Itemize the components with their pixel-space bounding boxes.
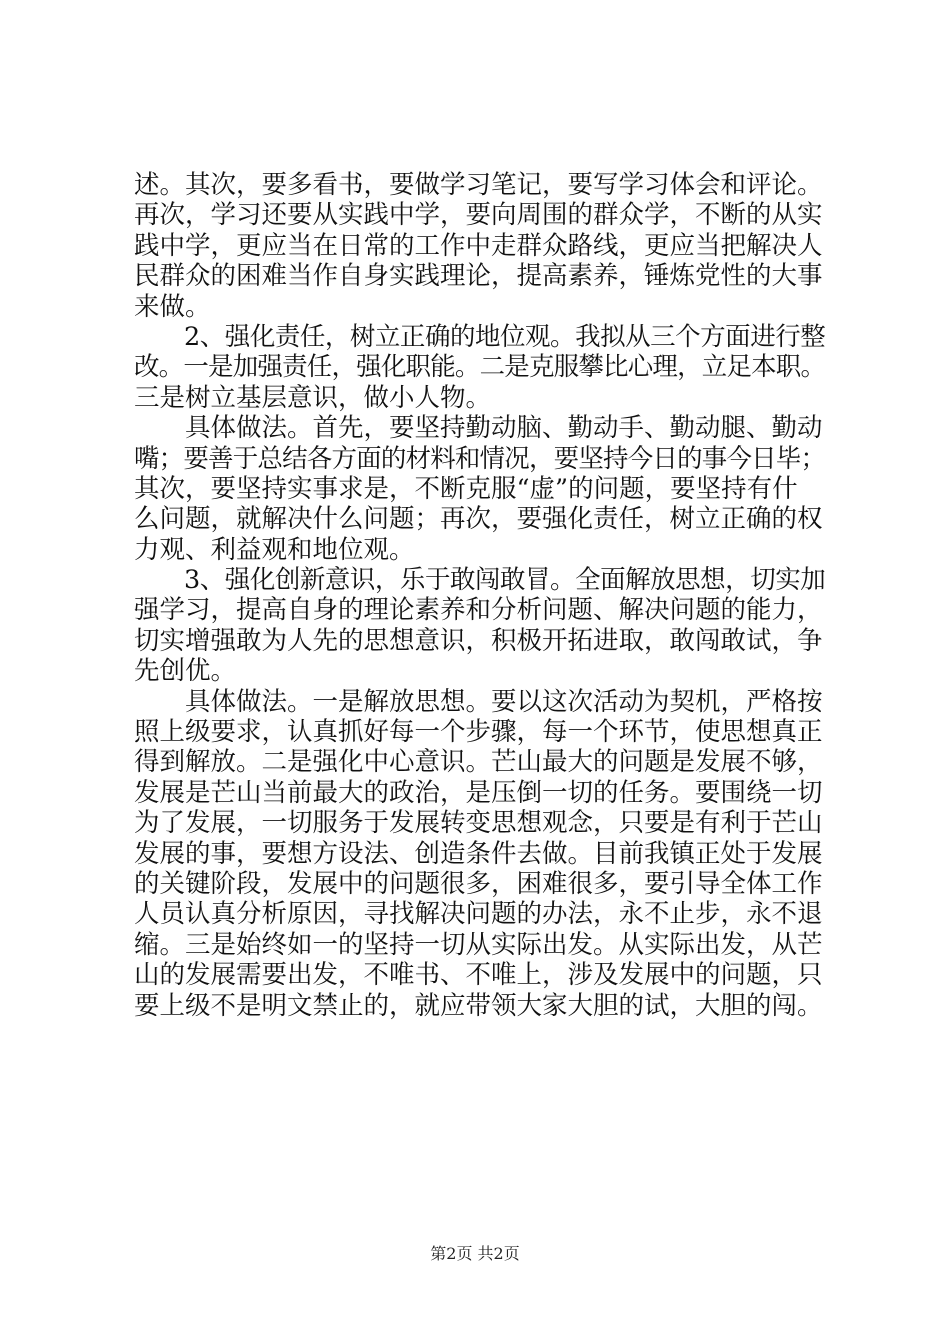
text-line: 民群众的困难当作自身实践理论，提高素养，锤炼党性的大事 bbox=[134, 261, 823, 292]
text-line: 先创优。 bbox=[134, 656, 237, 687]
text-line: 切实增强敢为人先的思想意识，积极开拓进取，敢闯敢试，争 bbox=[134, 625, 823, 656]
text-line: 3、强化创新意识，乐于敢闯敢冒。全面解放思想，切实加 bbox=[134, 565, 826, 596]
text-line: 山的发展需要出发，不唯书、不唯上，涉及发展中的问题，只 bbox=[134, 960, 823, 991]
document-body-text bbox=[134, 170, 826, 1021]
text-line: 发展的事，要想方设法、创造条件去做。目前我镇正处于发展 bbox=[134, 838, 823, 869]
text-line: 缩。三是始终如一的坚持一切从实际出发。从实际出发，从芒 bbox=[134, 929, 823, 960]
text-line: 改。一是加强责任，强化职能。二是克服攀比心理，立足本职。 bbox=[134, 352, 826, 383]
text-line: 力观、利益观和地位观。 bbox=[134, 534, 415, 565]
text-line: 得到解放。二是强化中心意识。芒山最大的问题是发展不够， bbox=[134, 747, 823, 778]
text-line: 的关键阶段，发展中的问题很多，困难很多，要引导全体工作 bbox=[134, 868, 823, 899]
text-line: 具体做法。一是解放思想。要以这次活动为契机，严格按 bbox=[134, 686, 823, 717]
text-line: 为了发展，一切服务于发展转变思想观念，只要是有利于芒山 bbox=[134, 808, 823, 839]
text-line: 嘴；要善于总结各方面的材料和情况，要坚持今日的事今日毕； bbox=[134, 443, 826, 474]
text-line: 三是树立基层意识，做小人物。 bbox=[134, 382, 492, 413]
page-footer: 第2页 共2页 bbox=[430, 1244, 520, 1263]
text-line: 强学习，提高自身的理论素养和分析问题、解决问题的能力， bbox=[134, 595, 823, 626]
text-line: 述。其次，要多看书，要做学习笔记，要写学习体会和评论。 bbox=[134, 170, 823, 200]
text-line: 来做。 bbox=[134, 291, 211, 322]
text-line: 发展是芒山当前最大的政治，是压倒一切的任务。要围绕一切 bbox=[134, 777, 823, 808]
text-line: 人员认真分析原因，寻找解决问题的办法，永不止步，永不退 bbox=[134, 899, 823, 930]
text-line: 么问题，就解决什么问题；再次，要强化责任，树立正确的权 bbox=[134, 504, 823, 535]
text-line: 具体做法。首先，要坚持勤动脑、勤动手、勤动腿、勤动 bbox=[134, 413, 823, 444]
text-line: 再次，学习还要从实践中学，要向周围的群众学，不断的从实 bbox=[134, 200, 823, 231]
text-line: 践中学，更应当在日常的工作中走群众路线，更应当把解决人 bbox=[134, 230, 823, 261]
text-line: 其次，要坚持实事求是，不断克服“虚”的问题，要坚持有什 bbox=[134, 473, 798, 504]
text-line: 2、强化责任，树立正确的地位观。我拟从三个方面进行整 bbox=[134, 321, 826, 352]
text-line: 照上级要求，认真抓好每一个步骤，每一个环节，使思想真正 bbox=[134, 717, 823, 748]
text-line: 要上级不是明文禁止的，就应带领大家大胆的试，大胆的闯。 bbox=[134, 990, 823, 1021]
